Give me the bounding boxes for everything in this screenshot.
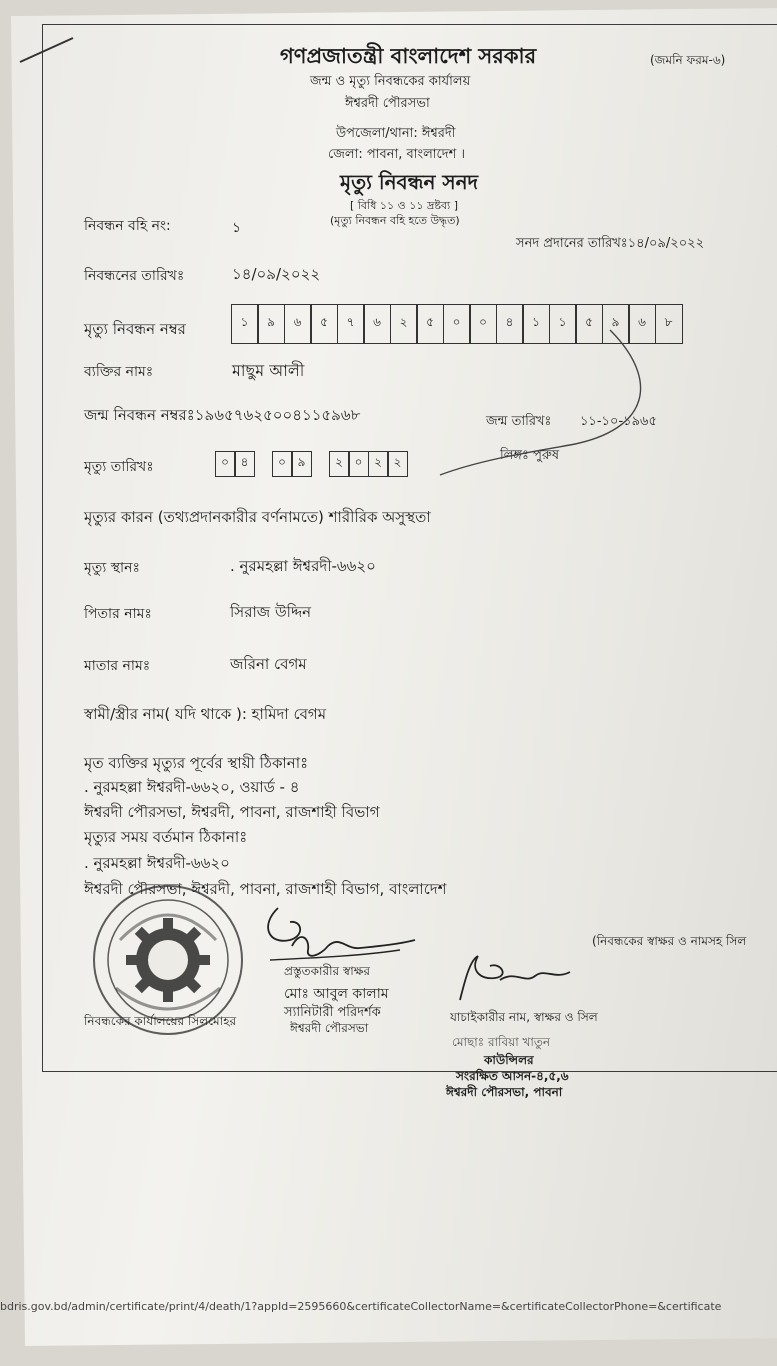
issue-date: সনদ প্রদানের তারিখঃ১৪/০৯/২০২২ bbox=[516, 236, 705, 251]
registration-date-value: ১৪/০৯/২০২২ bbox=[232, 265, 321, 283]
rule-note: (মৃত্যু নিবন্ধন বহি হতে উদ্ধৃত) bbox=[330, 214, 460, 227]
date-digit-box: ২ bbox=[329, 451, 350, 477]
date-digit-box: ০ bbox=[215, 451, 236, 477]
digit-box: ৫ bbox=[575, 304, 603, 344]
person-name-label: ব্যক্তির নামঃ bbox=[84, 364, 154, 380]
pen-mark bbox=[18, 32, 78, 72]
date-digit-box: ৯ bbox=[291, 451, 312, 477]
death-date-label: মৃত্যু তারিখঃ bbox=[84, 459, 154, 475]
date-digit-box: ২ bbox=[387, 451, 408, 477]
permanent-address-line2: ঈশ্বরদী পৌরসভা, ঈশ্বরদী, পাবনা, রাজশাহী বিভাগ bbox=[84, 803, 380, 821]
digit-box: ২ bbox=[390, 304, 418, 344]
govt-heading: গণপ্রজাতন্ত্রী বাংলাদেশ সরকার bbox=[280, 44, 537, 68]
date-digit-box: ০ bbox=[348, 451, 369, 477]
mother-name-value: জরিনা বেগম bbox=[230, 655, 307, 673]
birth-reg-number: জন্ম নিবন্ধন নম্বরঃ১৯৬৫৭৬২৫০০৪১১৫৯৬৮ bbox=[84, 406, 361, 424]
rule-reference: [ বিধি ১১ ও ১১ দ্রষ্টব্য ] bbox=[350, 199, 459, 212]
death-date-boxes bbox=[216, 451, 408, 477]
upazila-line: উপজেলা/থানা: ঈশ্বরদী bbox=[336, 126, 456, 141]
office-name: জন্ম ও মৃত্যু নিবন্ধকের কার্যালয় bbox=[310, 74, 471, 89]
father-name-label: পিতার নামঃ bbox=[84, 606, 152, 622]
register-book-value: ১ bbox=[232, 220, 242, 236]
digit-box: ১ bbox=[231, 304, 259, 344]
stamp-ward: সংরক্ষিত আসন-৪,৫,৬ bbox=[456, 1069, 569, 1083]
date-digit-box: ৪ bbox=[234, 451, 255, 477]
cause-of-death: মৃত্যুর কারন (তথ্যপ্রদানকারীর বর্ণনামতে) শারীরিক অসুস্থতা bbox=[84, 508, 431, 526]
certificate-title: মৃত্যু নিবন্ধন সনদ bbox=[340, 170, 479, 194]
digit-box: ৬ bbox=[284, 304, 312, 344]
current-address-line1: . নুরমহল্লা ঈশ্বরদী-৬৬২০ bbox=[84, 854, 230, 872]
current-address-line2: ঈশ্বরদী পৌরসভা, ঈশ্বরদী, পাবনা, রাজশাহী বিভাগ, বাংলাদেশ bbox=[84, 880, 447, 898]
preparer-org: ঈশ্বরদী পৌরসভা bbox=[290, 1021, 369, 1035]
digit-box: ৬ bbox=[628, 304, 656, 344]
date-digit-box: ০ bbox=[272, 451, 293, 477]
digit-box: ৭ bbox=[337, 304, 365, 344]
father-name-value: সিরাজ উদ্দিন bbox=[230, 603, 312, 621]
digit-box: ৮ bbox=[655, 304, 683, 344]
spouse-name: স্বামী/স্ত্রীর নাম( যদি থাকে ): হামিদা বেগম bbox=[84, 705, 327, 723]
stamp-name: মোছাঃ রাবিয়া খাতুন bbox=[452, 1035, 551, 1049]
stamp-org: ঈশ্বরদী পৌরসভা, পাবনা bbox=[446, 1085, 563, 1099]
birth-date-label: জন্ম তারিখঃ bbox=[486, 414, 552, 429]
birth-date-value: ১১-১০-১৯৬৫ bbox=[580, 414, 657, 429]
district-line: জেলা: পাবনা, বাংলাদেশ । bbox=[328, 147, 466, 162]
mother-name-label: মাতার নামঃ bbox=[84, 658, 151, 674]
preparer-name: মোঃ আবুল কালাম bbox=[284, 986, 389, 1002]
digit-box: ০ bbox=[443, 304, 471, 344]
preparer-sign-label: প্রস্তুতকারীর স্বাক্ষর bbox=[284, 964, 371, 978]
digit-box: ১ bbox=[522, 304, 550, 344]
permanent-address-line1: . নুরমহল্লা ঈশ্বরদী-৬৬২০, ওয়ার্ড - ৪ bbox=[84, 778, 300, 796]
digit-box: ৬ bbox=[363, 304, 391, 344]
current-address-label: মৃত্যুর সময় বর্তমান ঠিকানাঃ bbox=[84, 828, 248, 846]
digit-box: ৯ bbox=[602, 304, 630, 344]
digit-box: ৫ bbox=[416, 304, 444, 344]
permanent-address-label: মৃত ব্যক্তির মৃত্যুর পূর্বের স্থায়ী ঠিকানাঃ bbox=[84, 754, 309, 772]
person-name-value: মাছুম আলী bbox=[232, 361, 305, 380]
digit-box: ৯ bbox=[257, 304, 285, 344]
sex-field: লিঙ্গঃ পুরুষ bbox=[500, 448, 560, 463]
digit-box: ০ bbox=[469, 304, 497, 344]
register-book-label: নিবন্ধন বহি নং: bbox=[84, 218, 171, 234]
digit-box: ৫ bbox=[310, 304, 338, 344]
death-reg-label: মৃত্যু নিবন্ধন নম্বর bbox=[84, 320, 186, 338]
date-digit-box: ২ bbox=[368, 451, 389, 477]
digit-box: ১ bbox=[549, 304, 577, 344]
death-place-value: . নুরমহল্লা ঈশ্বরদী-৬৬২০ bbox=[230, 557, 376, 575]
verifier-signature bbox=[440, 950, 580, 1010]
verifier-label: যাচাইকারীর নাম, স্বাক্ষর ও সিল bbox=[450, 1010, 598, 1024]
form-number: (জমনি ফরম-৬) bbox=[650, 53, 726, 67]
municipality-name: ঈশ্বরদী পৌরসভা bbox=[345, 96, 430, 111]
preparer-title: স্যানিটারী পরিদর্শক bbox=[284, 1005, 381, 1020]
stamp-title: কাউন্সিলর bbox=[484, 1053, 534, 1067]
pen-stroke bbox=[420, 300, 720, 500]
death-place-label: মৃত্যু স্থানঃ bbox=[84, 560, 140, 576]
registration-date-label: নিবন্ধনের তারিখঃ bbox=[84, 268, 185, 284]
digit-box: ৪ bbox=[496, 304, 524, 344]
office-seal-label: নিবন্ধকের কার্যালয়ের সিলমোহর bbox=[84, 1014, 237, 1028]
registrar-sign-label: (নিবন্ধকের স্বাক্ষর ও নামসহ সিল bbox=[592, 934, 747, 948]
print-url: bdris.gov.bd/admin/certificate/print/4/death/1?appId=2595660&certificateCollectorName=&certificateCollectorPhone=&certificate bbox=[0, 1300, 722, 1313]
